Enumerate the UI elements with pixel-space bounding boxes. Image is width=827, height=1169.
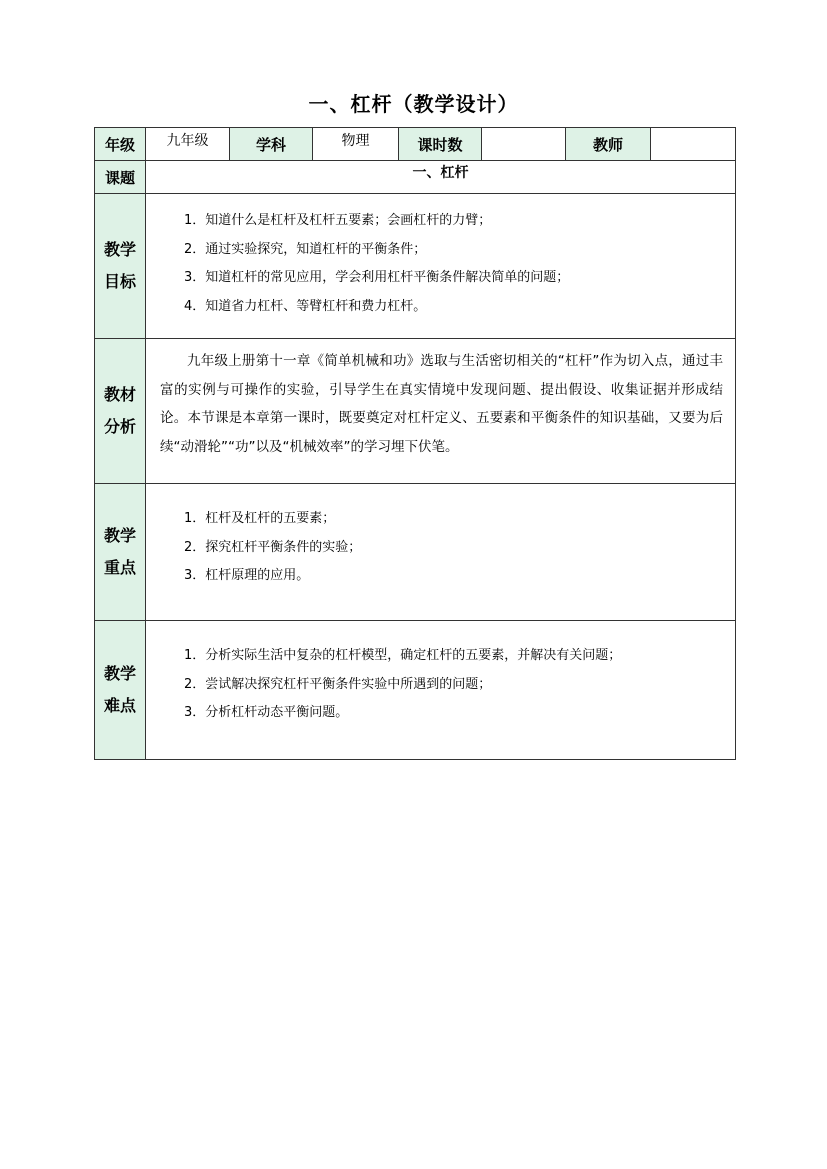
analysis-label-line1: 教材 [103, 385, 136, 404]
teacher-value [651, 128, 736, 161]
teacher-label: 教师 [566, 128, 651, 161]
analysis-label [95, 339, 146, 484]
difficulty-item: 2．尝试解决探究杠杆平衡条件实验中所遇到的问题； [184, 676, 492, 692]
key-points-content [146, 484, 736, 621]
key-points-row [95, 484, 736, 621]
analysis-text: 九年级上册第十一章《简单机械和功》选取与生活密切相关的“杠杆”作为切入点，通过丰富的实例与可操作的实验，引导学生在真实情境中发现问题、提出假设、收集证据并形成结论。本节课是本章第一课时，既要奠定对杠杆定义、五要素和平衡条件的知识基础，又要为后续“动滑轮”“功”以及“机械效率”的学习埋下伏笔。 [160, 353, 723, 455]
key-points-label-line2: 重点 [103, 558, 136, 577]
key-point-item: 3．杠杆原理的应用。 [184, 568, 310, 583]
difficulties-label-line2: 难点 [103, 696, 136, 715]
objectives-row [95, 194, 736, 339]
analysis-row [95, 339, 736, 484]
header-row [95, 128, 736, 161]
difficulties-label [95, 621, 146, 760]
document-title: 一、杠杆（教学设计） [308, 92, 519, 116]
class-hours-label: 课时数 [399, 128, 482, 161]
key-points-label [95, 484, 146, 621]
key-point-item: 1．杠杆及杠杆的五要素； [184, 511, 336, 526]
objectives-label-line1: 教学 [103, 240, 136, 259]
analysis-label-line2: 分析 [103, 417, 136, 436]
difficulty-item: 1．分析实际生活中复杂的杠杆模型，确定杠杆的五要素，并解决有关问题； [184, 648, 622, 663]
difficulties-content [146, 621, 736, 760]
grade-value: 九年级 [146, 128, 230, 161]
key-points-label-line1: 教学 [103, 526, 136, 545]
objectives-content [146, 194, 736, 339]
lesson-plan-table [94, 127, 736, 760]
topic-row [95, 161, 736, 194]
analysis-content [146, 339, 736, 484]
topic-label: 课题 [95, 161, 146, 194]
objectives-label-line2: 目标 [103, 272, 136, 291]
objective-item: 2．通过实验探究，知道杠杆的平衡条件； [184, 241, 427, 257]
objectives-label [95, 194, 146, 339]
key-point-item: 2．探究杠杆平衡条件的实验； [184, 539, 362, 555]
subject-label: 学科 [230, 128, 313, 161]
grade-label: 年级 [95, 128, 146, 161]
objective-item: 3．知道杠杆的常见应用，学会利用杠杆平衡条件解决简单的问题； [184, 270, 570, 285]
topic-value: 一、杠杆 [146, 161, 736, 194]
difficulty-item: 3．分析杠杆动态平衡问题。 [184, 705, 349, 720]
difficulties-label-line1: 教学 [103, 664, 136, 683]
objective-item: 4．知道省力杠杆、等臂杠杆和费力杠杆。 [184, 298, 427, 314]
difficulties-row [95, 621, 736, 760]
objective-item: 1．知道什么是杠杆及杠杆五要素；会画杠杆的力臂； [184, 213, 492, 228]
class-hours-value [482, 128, 566, 161]
subject-value: 物理 [313, 128, 399, 161]
